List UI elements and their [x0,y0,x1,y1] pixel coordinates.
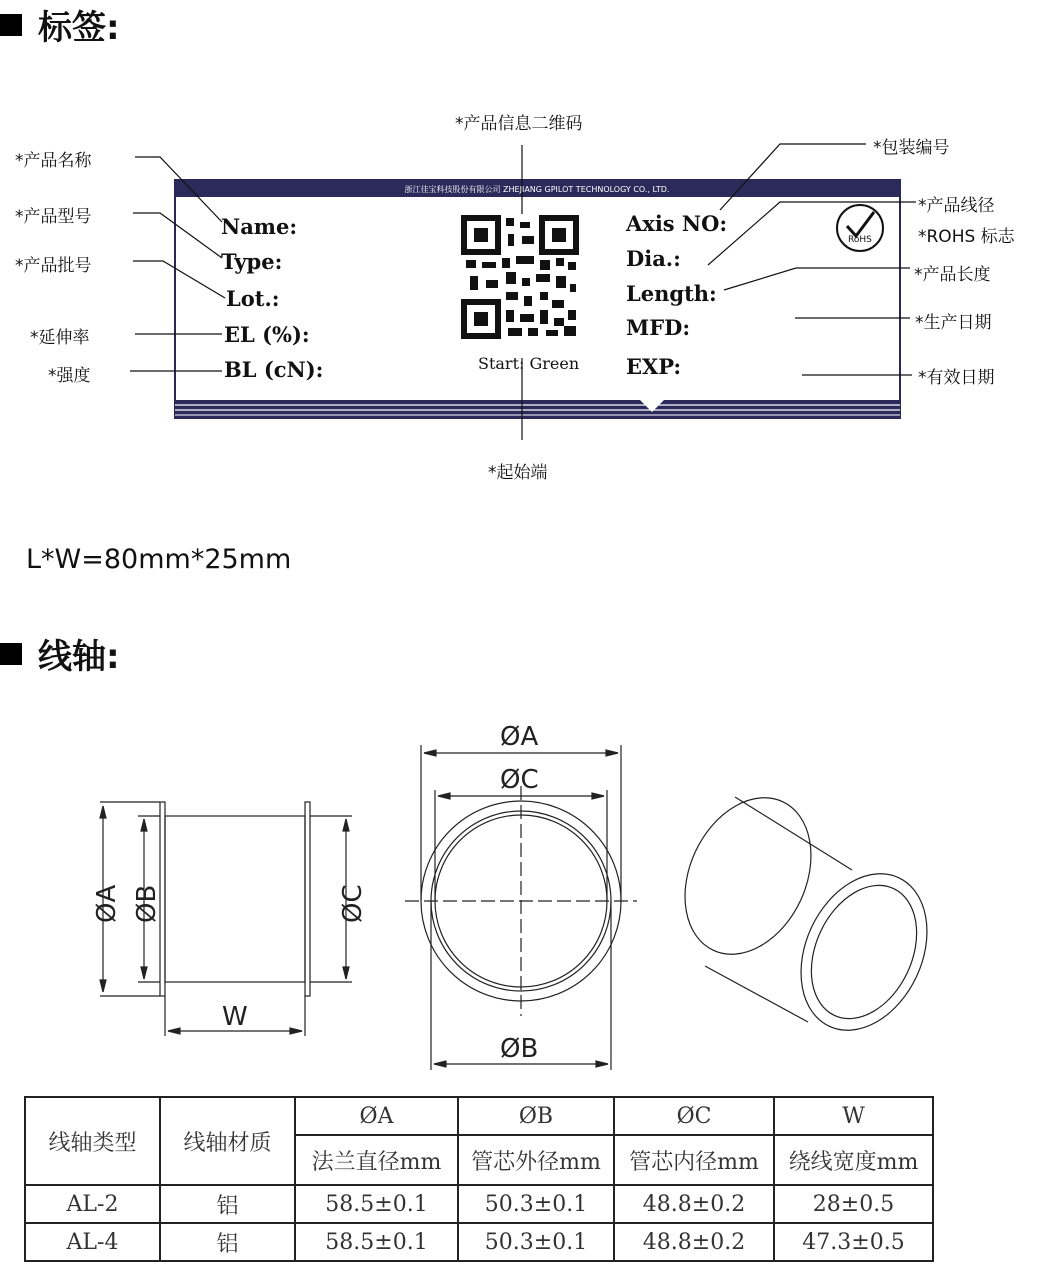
ann-exp: *有效日期 [918,368,995,388]
cell: AL-4 [25,1223,160,1261]
cell: 48.8±0.2 [614,1185,774,1223]
th-core-outer: 管芯外径mm [458,1135,614,1185]
cell: 48.8±0.2 [614,1223,774,1261]
ann-dia: *产品线径 [918,196,995,216]
field-el: EL (%): [224,322,310,347]
cell: 50.3±0.1 [458,1223,614,1261]
field-dia: Dia.: [626,246,681,271]
front-phi-a: ØA [500,722,539,752]
side-w: W [222,1002,248,1032]
spool-spec-table [24,1096,934,1262]
th-flange-dia: 法兰直径mm [295,1135,458,1185]
th-spool-type: 线轴类型 [25,1097,160,1185]
th-wind-width: 绕线宽度mm [774,1135,933,1185]
ann-el: *延伸率 [30,328,90,348]
field-bl: BL (cN): [224,357,324,382]
cell: 47.3±0.5 [774,1223,933,1261]
field-mfd: MFD: [626,315,691,340]
ann-name: *产品名称 [15,151,92,171]
ann-mfd: *生产日期 [915,313,992,333]
side-phi-c: ØC [338,884,368,923]
company-name: 浙江佳宝科技股份有限公司 ZHEJIANG GPILOT TECHNOLOGY CO., LTD. [404,185,670,194]
cell: 58.5±0.1 [295,1185,458,1223]
th-phi-c: ØC [614,1097,774,1135]
ann-lot: *产品批号 [15,256,92,276]
table-row [25,1185,933,1223]
section-title-text: 线轴: [38,637,120,677]
rohs-text: RoHS [848,235,872,245]
ann-length: *产品长度 [914,265,991,285]
field-exp: EXP: [626,354,682,379]
table-row [25,1223,933,1261]
field-lot: Lot.: [226,286,280,311]
start-text: Start: Green [478,354,580,373]
th-w: W [774,1097,933,1135]
ann-qr: *产品信息二维码 [455,114,583,134]
th-phi-b: ØB [458,1097,614,1135]
front-phi-c: ØC [500,765,539,795]
field-name: Name: [221,214,298,239]
field-type: Type: [221,249,283,274]
ann-axis: *包装编号 [873,138,950,158]
field-length: Length: [626,281,717,306]
cell: 铝 [160,1223,295,1261]
cell: 铝 [160,1185,295,1223]
cell: 28±0.5 [774,1185,933,1223]
th-core-inner: 管芯内径mm [614,1135,774,1185]
th-phi-a: ØA [295,1097,458,1135]
cell: AL-2 [25,1185,160,1223]
ann-bl: *强度 [48,366,91,386]
cell: 50.3±0.1 [458,1185,614,1223]
ann-start: *起始端 [488,463,548,483]
side-phi-b: ØB [132,884,162,923]
cell: 58.5±0.1 [295,1223,458,1261]
field-axis-no: Axis NO: [626,211,728,236]
th-spool-material: 线轴材质 [160,1097,295,1185]
front-phi-b: ØB [500,1034,539,1064]
side-phi-a: ØA [92,884,122,923]
size-note: L*W=80mm*25mm [26,544,292,575]
section-title-text: 标签: [38,8,120,48]
ann-rohs: *ROHS 标志 [918,227,1015,247]
ann-type: *产品型号 [15,207,92,227]
